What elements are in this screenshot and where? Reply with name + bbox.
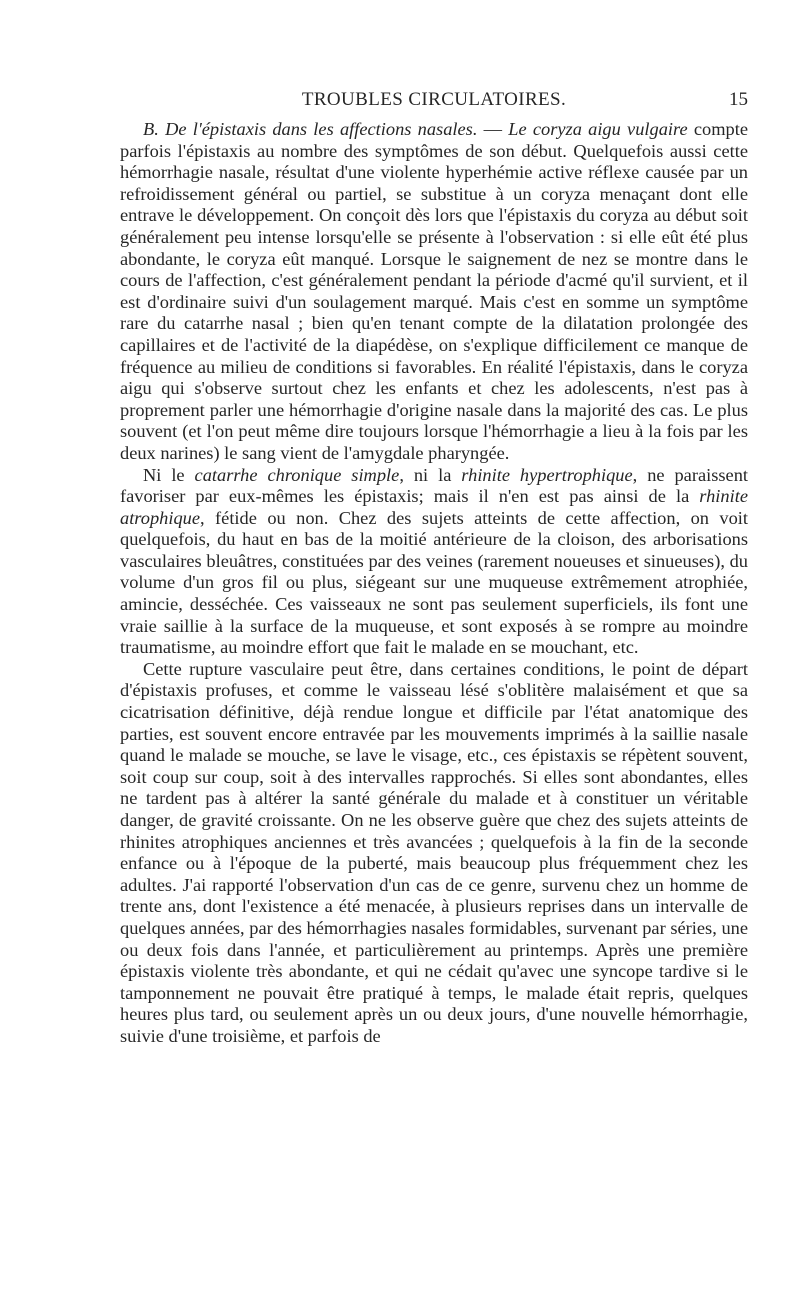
paragraph-epistaxis-coryza [120, 119, 748, 465]
paragraph-text: , fétide ou non. Chez des sujets atteints de cette affection, on voit quelquefois, du haut en bas de la moitié antérieure de la cloison, des arborisations vasculaires bleuâtres, constituées par des veines (rarement noueuses et sinueuses), du volume d'un gros fil ou plus, siégeant sur une muqueuse extrêmement atrophiée, amincie, desséchée. Ces vaisseaux ne sont pas seulement superficiels, ils font une vraie saillie à la surface de la muqueuse, et sont exposés à se rompre au moindre traumatisme, au moindre effort que fait le malade en se mouchant, etc. [120, 507, 748, 658]
heading-dash: — [477, 119, 509, 139]
term-rhinite-hypertrophique: rhinite hypertrophique [461, 464, 633, 485]
paragraph-text: Ni le [143, 464, 195, 485]
section-heading: De l'épistaxis dans les affections nasales. [165, 119, 478, 139]
paragraph-rupture-vasculaire [120, 659, 748, 1048]
paragraph-text: , ni la [399, 464, 462, 485]
paragraph-text: compte parfois l'épistaxis au nombre des symptômes de son début. Quelquefois aussi cette hémorrhagie nasale, résultat d'une violente hyperhémie active réflexe causée par un refroidissement général ou partiel, se substitue à un coryza menaçant dont elle entrave le développement. On conçoit dès lors que l'épistaxis du coryza au début soit généralement peu intense lorsqu'elle se présente à l'observation : si elle eût été plus abondante, le coryza eût manqué. Lorsque le saignement de nez se montre dans le cours de l'affection, c'est généralement pendant la période d'acmé qu'il survient, et il est d'ordinaire suivi d'un soulagement marqué. Mais c'est en somme un symptôme rare du catarrhe nasal ; bien qu'en tenant compte de la dilatation prolongée des capillaires et de l'activité de la diapédèse, on s'explique difficilement ce manque de fréquence au milieu de conditions si favorables. En réalité l'épistaxis, dans le coryza aigu qui s'observe surtout chez les enfants et chez les adolescents, n'est pas à proprement parler une hémorrhagie d'origine nasale dans la majorité des cas. Le plus souvent (et l'on peut même dire toujours lorsque l'hémorrhagie a lieu à la fois par les deux narines) le sang vient de l'amygdale pharyngée. [120, 119, 748, 463]
page-number: 15 [729, 89, 748, 110]
term-coryza-aigu: Le coryza aigu vulgaire [508, 119, 688, 139]
body-text [120, 119, 748, 1048]
term-rhinite-atrophique: rhinite atrophique [120, 486, 748, 528]
term-catarrhe-chronique: catarrhe chronique simple [194, 464, 400, 485]
section-label: B. [143, 119, 159, 139]
paragraph-text: , ne paraissent favoriser par eux-mêmes les épistaxis; mais il n'en est pas ainsi de la [120, 464, 749, 507]
paragraph-text: Cette rupture vasculaire peut être, dans certaines conditions, le point de départ d'épistaxis profuses, et comme le vaisseau lésé s'oblitère malaisément et que sa cicatrisation définitive, déjà rendue longue et difficile par l'état anatomique des parties, est souvent encore entravée par les mouvements imprimés à la saillie nasale quand le malade se mouche, se lave le visage, etc., ces épistaxis se répètent souvent, soit coup sur coup, soit à des intervalles rapprochés. Si elles sont abondantes, elles ne tardent pas à altérer la santé générale du malade et à constituer un véritable danger, de gravité croissante. On ne les observe guère que chez des sujets atteints de rhinites atrophiques anciennes et très avancées ; quelquefois à la fin de la seconde enfance ou à l'époque de la puberté, mais beaucoup plus fréquemment chez les adultes. J'ai rapporté l'observation d'un cas de ce genre, survenu chez un homme de trente ans, dont l'existence a été menacée, à plusieurs reprises dans un intervalle de quelques années, par des hémorrhagies nasales formidables, survenant par séries, une ou deux fois dans l'année, et particulièrement au printemps. Après une première épistaxis violente très abondante, et qui ne cédait qu'avec une syncope tardive si le tamponnement ne pouvait être pratiqué à temps, le malade était repris, quelques heures plus tard, ou seulement après un ou deux jours, d'une nouvelle hémorrhagie, suivie d'une troisième, et parfois de [120, 658, 748, 1046]
running-title: TROUBLES CIRCULATOIRES. [301, 89, 567, 110]
paragraph-rhinite-atrophique [120, 465, 748, 659]
running-header [120, 88, 748, 112]
